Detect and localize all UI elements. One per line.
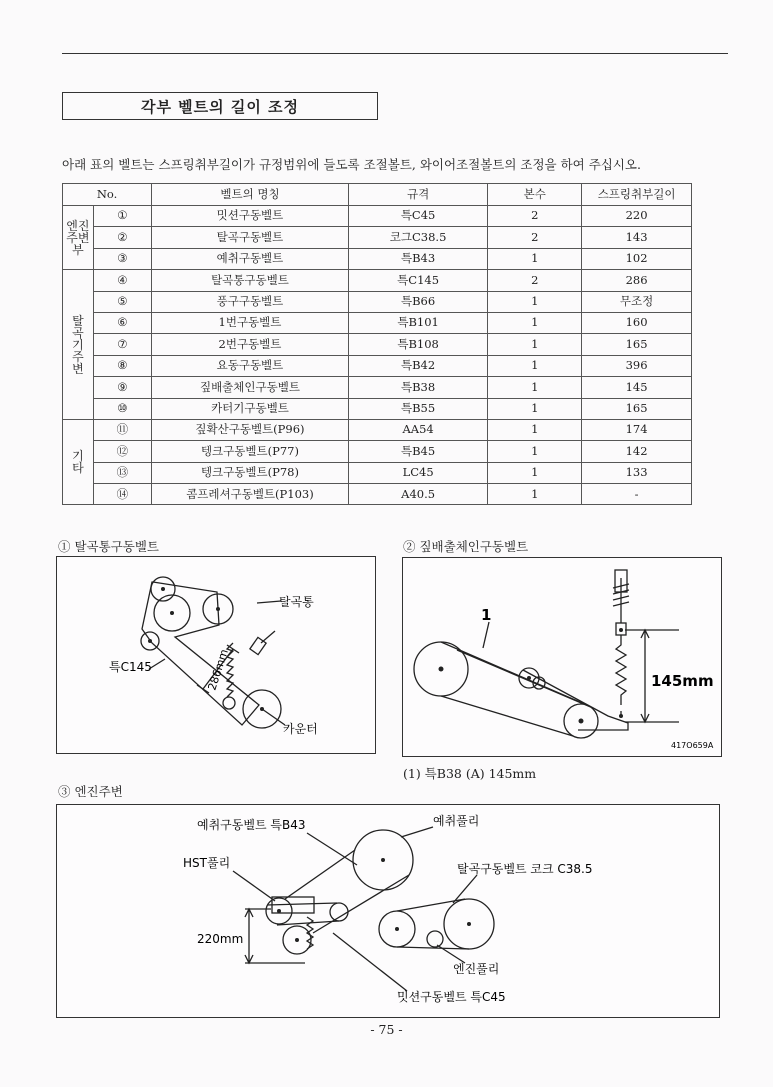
cell-no: ⑪ <box>93 419 151 440</box>
table-row <box>63 419 692 440</box>
cell-name: 예취구동벨트 <box>152 248 349 269</box>
fig1-diagram <box>57 557 375 753</box>
fig1-pulley-tension <box>223 697 235 709</box>
cell-name: 텡크구동벨트(P78) <box>152 462 349 483</box>
cell-spec: 특B55 <box>348 398 488 419</box>
cell-spec: 특B45 <box>348 441 488 462</box>
group-label: 탈 곡 기 주 변 <box>63 270 94 420</box>
table-row <box>63 270 692 291</box>
cell-qty: 2 <box>488 227 582 248</box>
cell-len: 143 <box>582 227 692 248</box>
fig3-leader-mission <box>333 933 407 991</box>
fig2-diagram <box>403 558 721 756</box>
cell-no: ② <box>93 227 151 248</box>
fig1-label-drum: 탈곡통 <box>279 595 314 609</box>
cell-no: ⑦ <box>93 334 151 355</box>
group-label: 기 타 <box>63 419 94 505</box>
table-row <box>63 248 692 269</box>
fig3-caption: ③ 엔진주변 <box>58 784 123 799</box>
cell-spec: 특B38 <box>348 377 488 398</box>
fig3-label-cutting-pulley: 예취풀리 <box>433 814 480 828</box>
cell-qty: 1 <box>488 398 582 419</box>
cell-spec: 특B66 <box>348 291 488 312</box>
cell-name: 요동구동벨트 <box>152 355 349 376</box>
fig3-leader-cutting-pulley <box>401 827 433 837</box>
cell-len: 160 <box>582 312 692 333</box>
cell-no: ⑫ <box>93 441 151 462</box>
section-title: 각부 벨트의 길이 조정 <box>62 92 378 120</box>
header-qty: 본수 <box>488 184 582 206</box>
cell-no: ④ <box>93 270 151 291</box>
fig2-footnote: (1) 특B38 (A) 145mm <box>403 766 537 781</box>
fig2-belt <box>441 642 593 736</box>
cell-name: 카터기구동벨트 <box>152 398 349 419</box>
page-number: - 75 - <box>370 1022 403 1037</box>
cell-len: 무조정 <box>582 291 692 312</box>
cell-no: ③ <box>93 248 151 269</box>
header-spec: 규격 <box>348 184 488 206</box>
cell-name: 밋션구동벨트 <box>152 206 349 227</box>
cell-qty: 1 <box>488 419 582 440</box>
fig2-spring <box>616 635 626 705</box>
table-row <box>63 312 692 333</box>
fig2-label-code: 417O659A <box>671 741 714 750</box>
cell-spec: 코그C38.5 <box>348 227 488 248</box>
fig1-leader-counter <box>262 709 285 725</box>
cell-name: 짚배출체인구동벨트 <box>152 377 349 398</box>
fig3-label-hst: HST풀리 <box>183 856 231 870</box>
cell-len: 174 <box>582 419 692 440</box>
cell-name: 탈곡구동벨트 <box>152 227 349 248</box>
cell-qty: 1 <box>488 377 582 398</box>
cell-len: 145 <box>582 377 692 398</box>
cell-len: 220 <box>582 206 692 227</box>
cell-no: ⑤ <box>93 291 151 312</box>
cell-name: 탈곡통구동벨트 <box>152 270 349 291</box>
cell-spec: AA54 <box>348 419 488 440</box>
table-row <box>63 377 692 398</box>
cell-no: ⑭ <box>93 484 151 505</box>
cell-spec: 특B101 <box>348 312 488 333</box>
cell-no: ⑩ <box>93 398 151 419</box>
fig3-panel <box>56 804 720 1018</box>
cell-name: 1번구동벨트 <box>152 312 349 333</box>
fig2-caption: ② 짚배출체인구동벨트 <box>403 539 529 554</box>
fig3-leader-hst <box>233 871 275 901</box>
group-label: 엔진 주변 부 <box>63 206 94 270</box>
table-row <box>63 484 692 505</box>
belt-table <box>62 183 692 505</box>
fig3-label-cutting-belt: 예취구동벨트 특B43 <box>197 818 306 832</box>
fig1-panel <box>56 556 376 754</box>
cell-no: ⑥ <box>93 312 151 333</box>
fig2-label-dim: 145mm <box>651 672 714 690</box>
fig3-belt-mission <box>267 903 339 925</box>
cell-len: 396 <box>582 355 692 376</box>
table-row <box>63 355 692 376</box>
fig3-label-dim: 220mm <box>197 932 244 946</box>
cell-spec: 특C45 <box>348 206 488 227</box>
fig1-leader-drum <box>257 601 281 603</box>
cell-qty: 2 <box>488 270 582 291</box>
cell-len: 102 <box>582 248 692 269</box>
fig3-diagram <box>57 805 719 1017</box>
cell-len: 133 <box>582 462 692 483</box>
table-body <box>63 206 692 505</box>
cell-qty: 1 <box>488 312 582 333</box>
fig1-label-counter: 카운터 <box>283 722 318 736</box>
fig2-label-num: 1 <box>481 606 492 624</box>
cell-qty: 1 <box>488 291 582 312</box>
cell-qty: 2 <box>488 206 582 227</box>
cell-no: ① <box>93 206 151 227</box>
fig2-panel <box>402 557 722 757</box>
table-row <box>63 291 692 312</box>
cell-qty: 1 <box>488 334 582 355</box>
cell-spec: 특B108 <box>348 334 488 355</box>
table-header-row <box>63 184 692 206</box>
cell-name: 텡크구동벨트(P77) <box>152 441 349 462</box>
table-row <box>63 206 692 227</box>
fig3-belt-thresh <box>397 899 469 949</box>
fig1-caption: ① 탈곡통구동벨트 <box>58 539 159 554</box>
cell-len: 165 <box>582 334 692 355</box>
intro-text: 아래 표의 벨트는 스프링취부길이가 규정범위에 들도록 조절볼트, 와이어조절볼트의 조정을 하여 주십시오. <box>62 157 641 172</box>
cell-len: 286 <box>582 270 692 291</box>
cell-spec: LC45 <box>348 462 488 483</box>
cell-spec: 특C145 <box>348 270 488 291</box>
top-rule <box>62 53 728 54</box>
fig3-label-mission: 밋션구동벨트 특C45 <box>397 990 506 1004</box>
fig1-label-dim: 286mm <box>205 647 231 692</box>
header-length: 스프링취부길이 <box>582 184 692 206</box>
table-row <box>63 398 692 419</box>
cell-name: 2번구동벨트 <box>152 334 349 355</box>
cell-len: 165 <box>582 398 692 419</box>
table-row <box>63 441 692 462</box>
fig3-label-thresh: 탈곡구동벨트 코크 C38.5 <box>457 862 593 876</box>
fig1-label-belt: 특C145 <box>109 660 152 674</box>
cell-no: ⑨ <box>93 377 151 398</box>
cell-qty: 1 <box>488 484 582 505</box>
fig2-leader-num <box>483 622 489 648</box>
fig3-label-engine: 엔진풀리 <box>453 962 500 976</box>
fig1-belt <box>142 582 259 725</box>
cell-spec: 특B42 <box>348 355 488 376</box>
cell-qty: 1 <box>488 441 582 462</box>
cell-qty: 1 <box>488 462 582 483</box>
cell-no: ⑬ <box>93 462 151 483</box>
cell-name: 콤프레셔구동벨트(P103) <box>152 484 349 505</box>
cell-name: 짚확산구동벨트(P96) <box>152 419 349 440</box>
cell-no: ⑧ <box>93 355 151 376</box>
cell-qty: 1 <box>488 248 582 269</box>
cell-len: 142 <box>582 441 692 462</box>
table-row <box>63 334 692 355</box>
header-no: No. <box>63 184 152 206</box>
fig3-leader-cutting-belt <box>307 833 357 865</box>
cell-spec: A40.5 <box>348 484 488 505</box>
cell-len: - <box>582 484 692 505</box>
cell-name: 풍구구동벨트 <box>152 291 349 312</box>
table-row <box>63 462 692 483</box>
cell-qty: 1 <box>488 355 582 376</box>
header-name: 벨트의 명칭 <box>152 184 349 206</box>
fig3-pulley-idler <box>330 903 348 921</box>
table-row <box>63 227 692 248</box>
fig3-pulley-small <box>427 931 443 947</box>
cell-spec: 특B43 <box>348 248 488 269</box>
fig3-belt-cutting <box>285 850 409 933</box>
